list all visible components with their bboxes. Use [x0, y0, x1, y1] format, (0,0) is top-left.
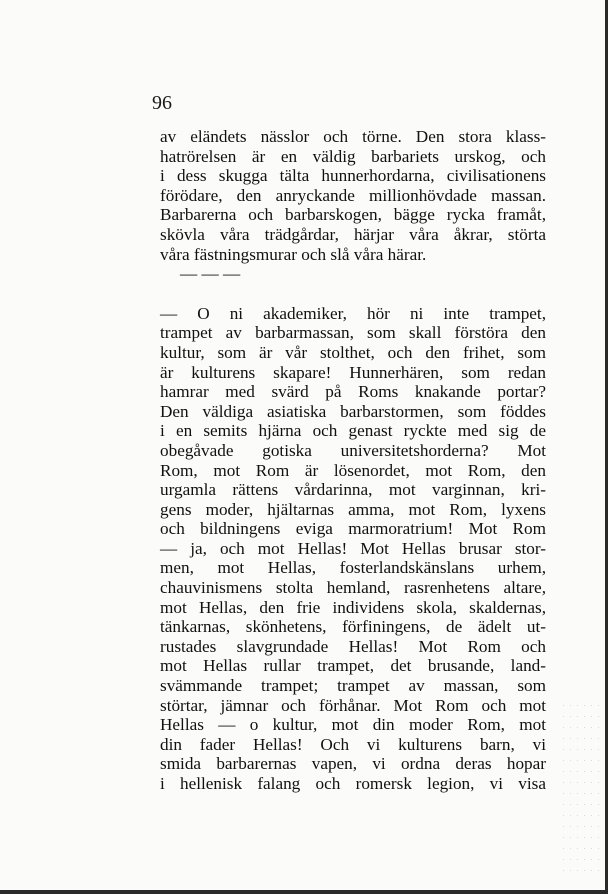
scan-edge-bottom	[0, 890, 608, 894]
text-line: mot Hellas, den frie individens skola, skaldernas,	[160, 597, 546, 617]
text-line: — ja, och mot Hellas! Mot Hellas brusar stor-	[160, 538, 546, 558]
section-separator: — — —	[180, 264, 241, 284]
text-line: tänkarnas, skönhetens, förfiningens, de ädelt ut-	[160, 617, 546, 637]
text-line: trampet av barbarmassan, som skall förstöra den	[160, 323, 546, 343]
text-line: av eländets nässlor och törne. Den stora klass-	[160, 127, 546, 146]
text-line: obegåvade gotiska universitetshorderna? Mot	[160, 440, 546, 460]
text-line: — O ni akademiker, hör ni inte trampet,	[160, 303, 546, 323]
text-line: urgamla rättens vårdarinna, mot varginnan, kri-	[160, 480, 546, 500]
body-text	[160, 127, 546, 794]
text-line: kultur, som är vår stolthet, och den frihet, som	[160, 342, 546, 362]
text-line: svämmande trampet; trampet av massan, som	[160, 676, 546, 696]
text-line: din fader Hellas! Och vi kulturens barn, vi	[160, 734, 546, 754]
text-line: rustades slavgrundade Hellas! Mot Rom och	[160, 636, 546, 656]
text-line: Den väldiga asiatiska barbarstormen, som föddes	[160, 401, 546, 421]
text-line: i en semits hjärna och genast ryckte med sig de	[160, 421, 546, 441]
text-line: mot Hellas rullar trampet, det brusande, land-	[160, 656, 546, 676]
text-line: är kulturens skapare! Hunnerhären, som redan	[160, 362, 546, 382]
paragraph-1	[160, 127, 546, 264]
text-line: hatrörelsen är en väldig barbariets urskog, och	[160, 146, 546, 166]
text-line: men, mot Hellas, fosterlandskänslans urhem,	[160, 558, 546, 578]
paragraph-gap	[160, 284, 546, 304]
text-line: i hellenisk falang och romersk legion, vi visa	[160, 774, 546, 793]
text-line: Rom, mot Rom är lösenordet, mot Rom, den	[160, 460, 546, 480]
scan-noise	[560, 700, 600, 880]
text-line: gens moder, hjältarnas amma, mot Rom, lyxens	[160, 499, 546, 519]
text-line: och bildningens eviga marmoratrium! Mot Rom	[160, 519, 546, 539]
page-number: 96	[152, 92, 172, 114]
text-line: våra fästningsmurar och slå våra härar.	[160, 244, 427, 264]
text-line: Hellas — o kultur, mot din moder Rom, mot	[160, 715, 546, 735]
text-line: smida barbarernas vapen, vi ordna deras hopar	[160, 754, 546, 774]
text-line: förödare, den anryckande millionhövdade massan.	[160, 185, 546, 205]
text-line: Barbarerna och barbarskogen, bägge rycka framåt,	[160, 205, 546, 225]
text-line: störtar, jämnar och förhånar. Mot Rom och mot	[160, 695, 546, 715]
text-line: chauvinismens stolta hemland, rasrenhetens altare,	[160, 578, 546, 598]
text-line: hamrar med svärd på Roms knakande portar?	[160, 382, 546, 402]
paragraph-2	[160, 304, 546, 794]
text-line: skövla våra trädgårdar, härjar våra åkrar, störta	[160, 224, 546, 244]
text-line: i dess skugga tälta hunnerhordarna, civilisationens	[160, 166, 546, 186]
